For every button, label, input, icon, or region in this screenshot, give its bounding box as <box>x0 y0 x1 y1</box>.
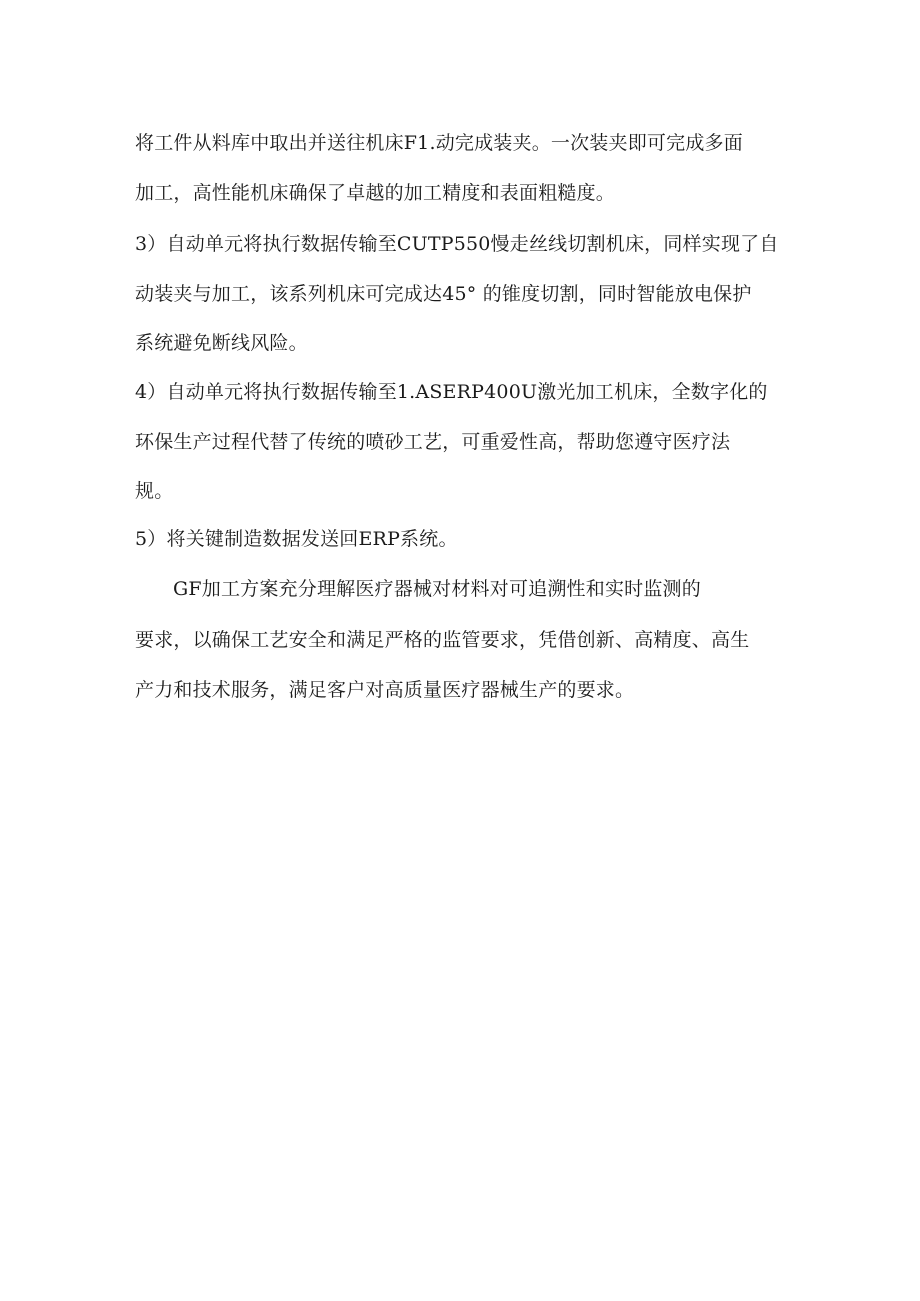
text-line: 系统避免断线风险。 <box>135 332 308 354</box>
text-line: 动装夹与加工，该系列机床可完成达45° 的锥度切割，同时智能放电保护 <box>135 283 752 305</box>
list-item-5-line: 5）将关键制造数据发送回ERP系统。 <box>135 528 458 550</box>
text-line: 环保生产过程代替了传统的喷砂工艺，可重爱性高，帮助您遵守医疗法 <box>135 431 731 453</box>
text-line: 产力和技术服务，满足客户对高质量医疗器械生产的要求。 <box>135 679 635 701</box>
text-line: 规。 <box>135 480 174 502</box>
text-line: 要求，以确保工艺安全和满足严格的监管要求，凭借创新、高精度、高生 <box>135 629 750 651</box>
list-item-4-line: 4）自动单元将执行数据传输至1.ASERP400U激光加工机床，全数字化的 <box>135 381 768 403</box>
paragraph-first-line: GF加工方案充分理解医疗器械对材料对可追溯性和实时监测的 <box>173 578 701 600</box>
text-line: 加工，高性能机床确保了卓越的加工精度和表面粗糙度。 <box>135 182 616 204</box>
list-item-3-line: 3）自动单元将执行数据传输至CUTP550慢走丝线切割机床，同样实现了自 <box>135 233 779 255</box>
text-line: 将工件从料库中取出并送往机床F1.动完成装夹。一次装夹即可完成多面 <box>135 132 743 154</box>
